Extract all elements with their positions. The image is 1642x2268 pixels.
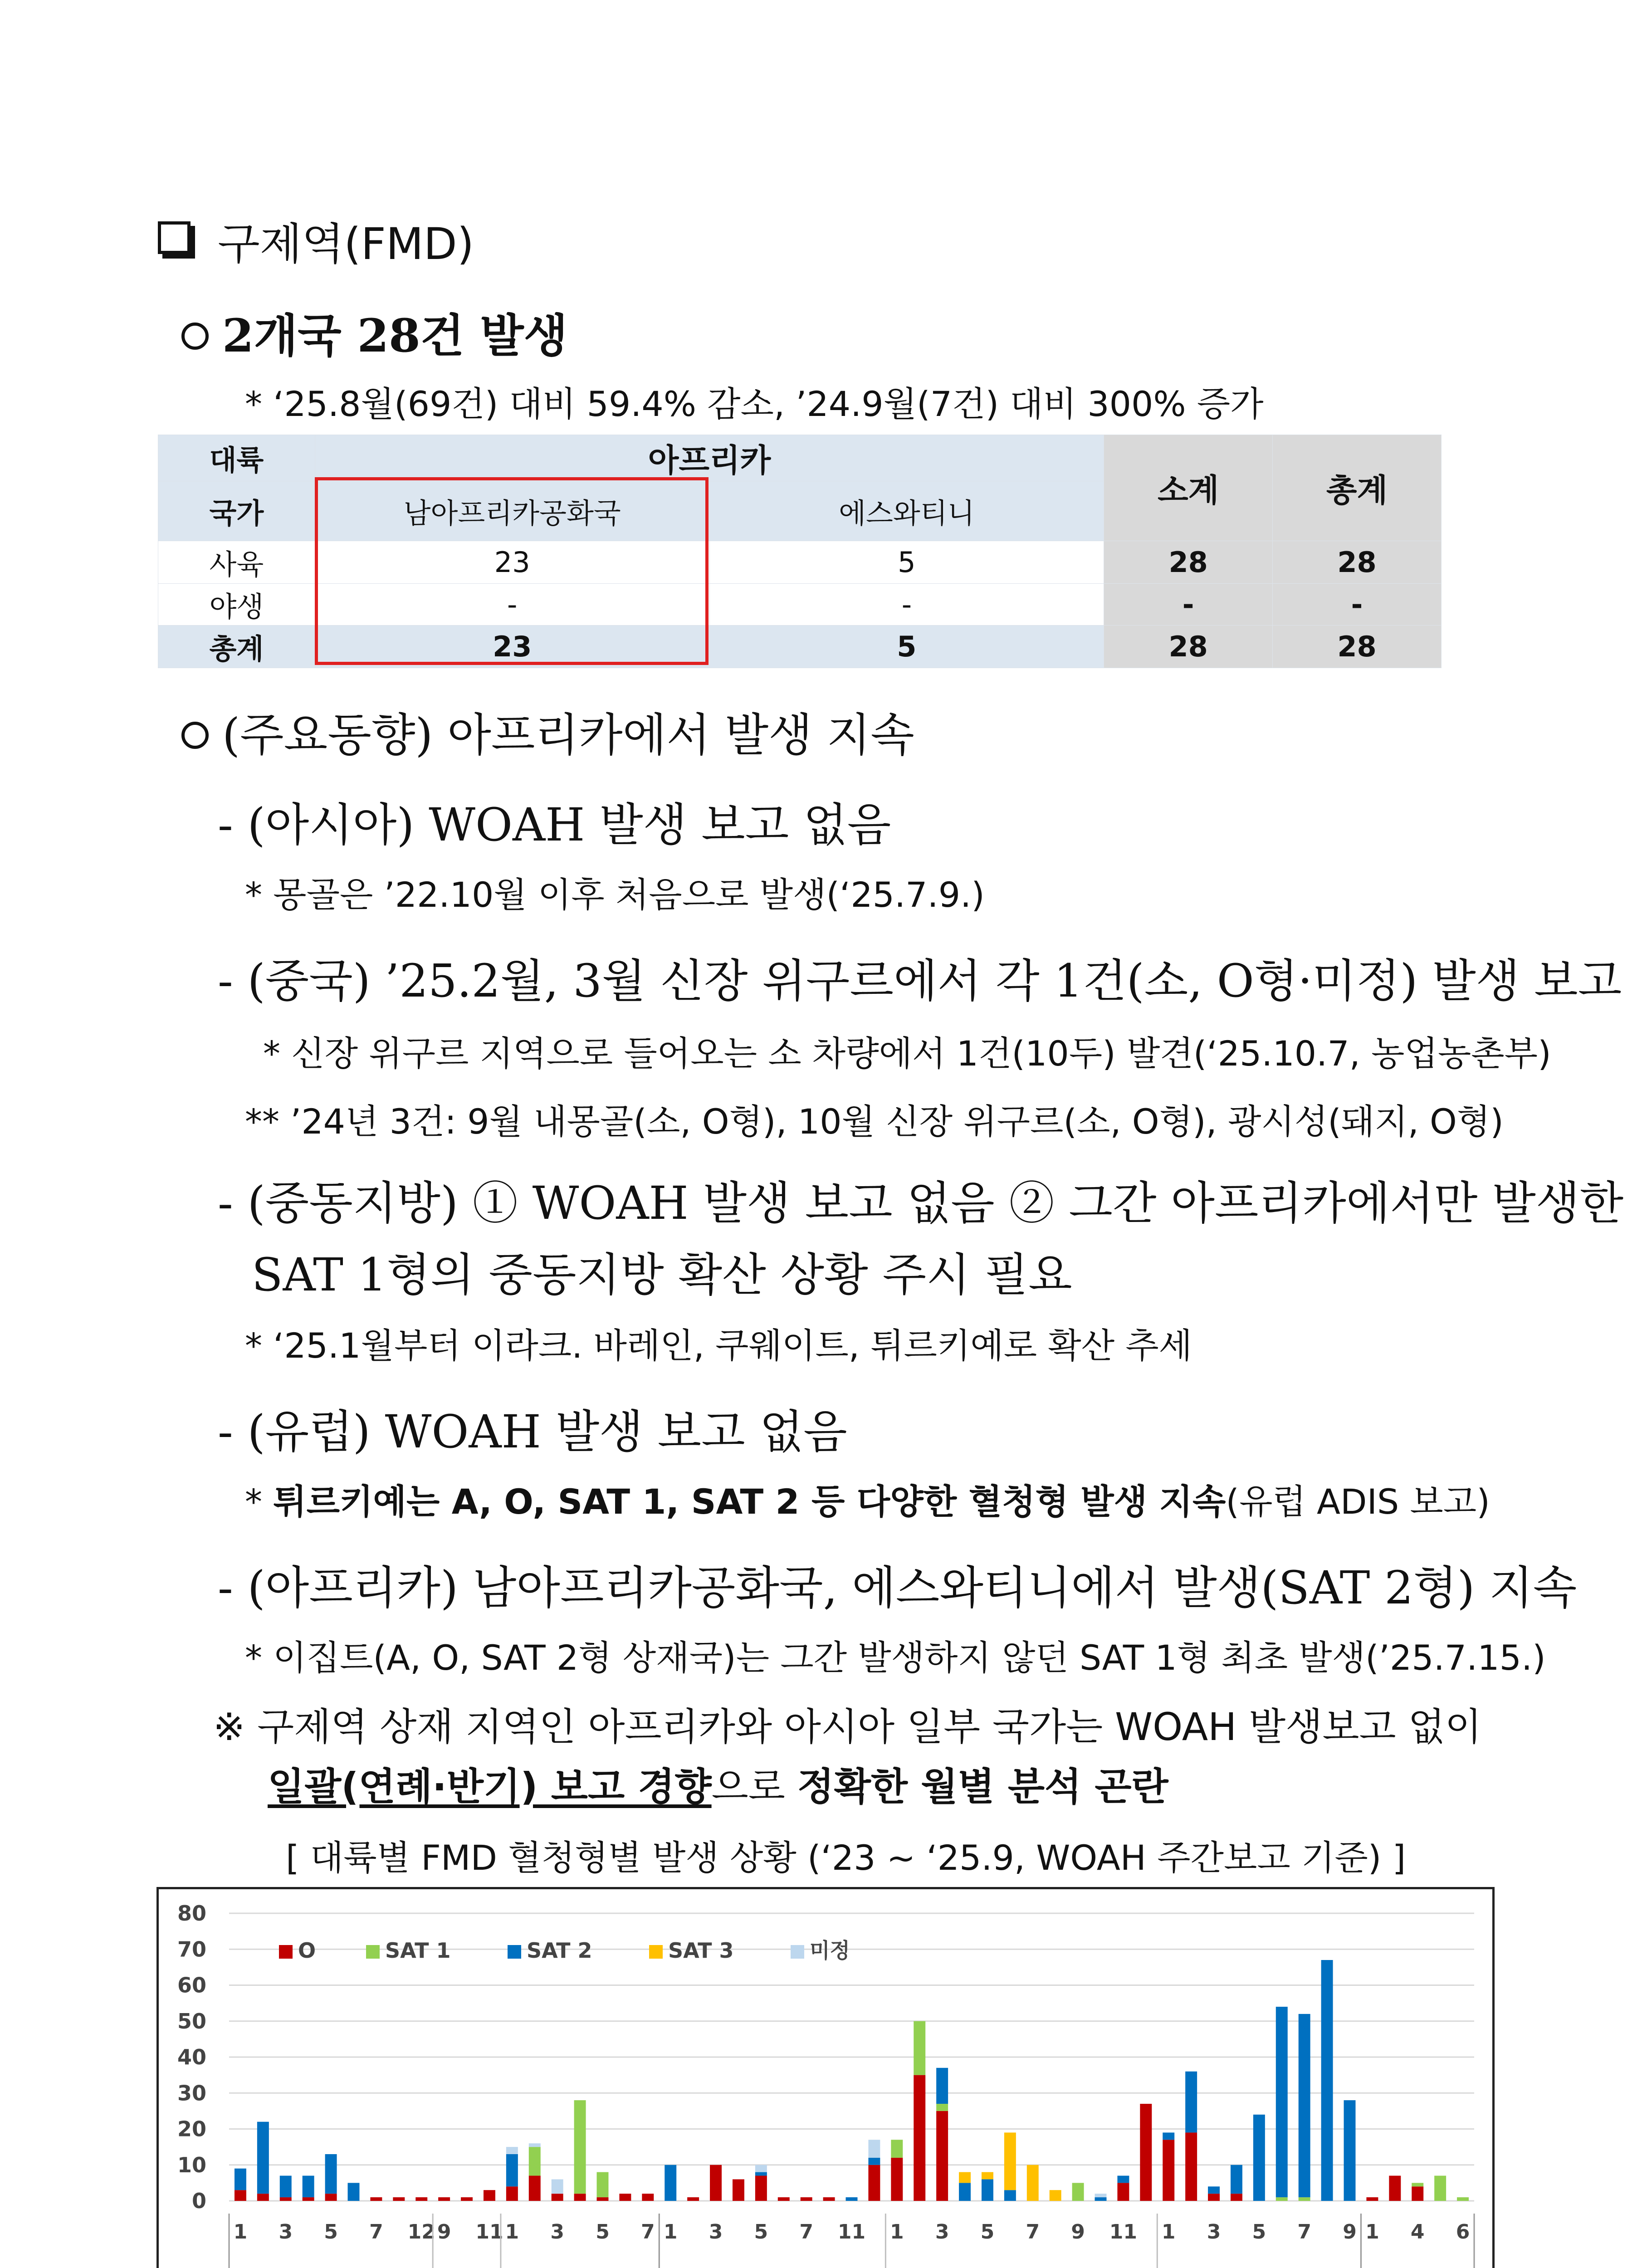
europe-item: - (유럽) WOAH 발생 보고 없음 xyxy=(218,1405,847,1458)
legend-swatch xyxy=(279,1945,293,1959)
continent-label: 대륙 xyxy=(158,435,315,481)
legend-label: SAT 1 xyxy=(385,1938,451,1963)
bar-segment xyxy=(823,2197,835,2201)
bar-segment xyxy=(1276,2197,1288,2201)
bar-segment xyxy=(1095,2197,1107,2201)
bar-segment xyxy=(1299,2197,1310,2201)
bar-segment xyxy=(733,2179,744,2201)
x-tick-label: 7 xyxy=(1026,2220,1040,2244)
bar-segment xyxy=(370,2197,382,2201)
bar-segment xyxy=(280,2197,292,2201)
y-tick-label: 10 xyxy=(177,2152,206,2177)
bar-segment xyxy=(1366,2197,1378,2201)
x-tick-label: 7 xyxy=(369,2220,383,2244)
bar-segment xyxy=(1231,2165,1242,2194)
y-tick-label: 0 xyxy=(191,2189,206,2213)
bar-segment xyxy=(438,2197,450,2201)
middle-east-item: - (중동지방) ① WOAH 발생 보고 없음 ② 그간 아프리카에서만 발생한 xyxy=(218,1177,1624,1230)
bar-segment xyxy=(868,2165,880,2201)
continent-name: 아프리카 xyxy=(315,435,1104,481)
bar-segment xyxy=(1253,2115,1265,2201)
legend-label: SAT 3 xyxy=(668,1938,734,1963)
y-tick-label: 80 xyxy=(177,1901,206,1926)
bar-segment xyxy=(484,2190,495,2201)
bar-segment xyxy=(755,2165,767,2172)
bar-segment xyxy=(801,2197,812,2201)
bar-segment xyxy=(1004,2132,1016,2190)
bar-segment xyxy=(1163,2132,1174,2140)
china-note-2: ** ’24년 3건: 9월 내몽골(소, O형), 10월 신장 위구르(소, O형), 광시성(돼지, O형) xyxy=(245,1101,1504,1142)
remark-line-1: ※ 구제역 상재 지역인 아프리카와 아시아 일부 국가는 WOAH 발생보고 없이 xyxy=(213,1705,1482,1749)
africa-item: - (아프리카) 남아프리카공화국, 에스와티니에서 발생(SAT 2형) 지속 xyxy=(218,1561,1577,1614)
x-tick-label: 11 xyxy=(837,2220,866,2244)
bar-segment xyxy=(506,2147,518,2154)
bar-segment xyxy=(1117,2183,1129,2201)
x-tick-label: 3 xyxy=(935,2220,949,2244)
bar-segment xyxy=(1072,2183,1084,2201)
section-title: 구제역(FMD) xyxy=(218,219,474,269)
x-tick-label: 3 xyxy=(550,2220,564,2244)
table-row: 야생 - - - - xyxy=(158,584,1442,626)
asia-item: - (아시아) WOAH 발생 보고 없음 xyxy=(218,798,891,851)
y-tick-label: 40 xyxy=(177,2045,206,2069)
x-tick-label: 11 xyxy=(1109,2220,1138,2244)
bar-segment xyxy=(1185,2072,1197,2133)
chart-title: [ 대륙별 FMD 혈청형별 발생 상황 (‘23 ~ ‘25.9, WOAH 주간보고 기준) ] xyxy=(286,1838,1406,1878)
table-total-row: 총계 23 5 28 28 xyxy=(158,626,1442,668)
legend-swatch xyxy=(791,1945,804,1959)
x-tick-label: 1 xyxy=(233,2220,248,2244)
remark-line-2: 일괄(연례·반기) 보고 경향으로 정확한 월별 분석 곤란 xyxy=(268,1765,1168,1809)
china-item: - (중국) ’25.2월, 3월 신장 위구르에서 각 1건(소, O형·미정) 발생 보고 xyxy=(218,954,1622,1007)
bar-segment xyxy=(1344,2100,1356,2201)
subtotal-header: 소계 xyxy=(1104,435,1273,541)
bar-segment xyxy=(891,2140,903,2158)
x-tick-label: 4 xyxy=(1410,2220,1425,2244)
bar-segment xyxy=(959,2172,971,2183)
y-tick-label: 50 xyxy=(177,2009,206,2033)
summary-headline: 2개국 28건 발생 xyxy=(181,299,567,365)
bar-segment xyxy=(891,2158,903,2201)
bar-segment xyxy=(687,2197,699,2201)
middle-east-note: * ‘25.1월부터 이라크. 바레인, 쿠웨이트, 튀르키예로 확산 추세 xyxy=(245,1325,1192,1366)
bar-segment xyxy=(574,2194,586,2201)
table-row: 사육 23 5 28 28 xyxy=(158,541,1442,584)
bar-segment xyxy=(1457,2197,1469,2201)
country-eswatini: 에스와티니 xyxy=(709,481,1104,541)
bar-segment xyxy=(982,2179,993,2201)
x-tick-label: 9 xyxy=(1071,2220,1085,2244)
bar-segment xyxy=(303,2197,314,2201)
bar-segment xyxy=(982,2172,993,2180)
bar-segment xyxy=(1140,2104,1152,2201)
bar-segment xyxy=(642,2194,654,2201)
bar-segment xyxy=(325,2194,337,2201)
trends-headline: (주요동향) 아프리카에서 발생 지속 xyxy=(181,699,914,764)
bar-segment xyxy=(415,2197,427,2201)
y-tick-label: 70 xyxy=(177,1937,206,1962)
bar-segment xyxy=(325,2154,337,2194)
bar-segment xyxy=(574,2100,586,2194)
country-south-africa: 남아프리카공화국 xyxy=(315,481,709,541)
bar-segment xyxy=(257,2122,269,2194)
bar-segment xyxy=(461,2197,473,2201)
x-tick-label: 3 xyxy=(279,2220,293,2244)
x-tick-label: 5 xyxy=(324,2220,338,2244)
x-tick-label: 5 xyxy=(1252,2220,1266,2244)
x-tick-label: 1 xyxy=(663,2220,678,2244)
asia-note: * 몽골은 ’22.10월 이후 처음으로 발생(‘25.7.9.) xyxy=(245,875,985,915)
bar-segment xyxy=(1208,2194,1220,2201)
bar-segment xyxy=(619,2194,631,2201)
country-label: 국가 xyxy=(158,481,315,541)
bar-segment xyxy=(529,2143,541,2147)
bar-segment xyxy=(778,2197,790,2201)
bar-segment xyxy=(348,2183,360,2201)
bar-segment xyxy=(529,2147,541,2175)
bar-segment xyxy=(1117,2176,1129,2183)
total-header: 총계 xyxy=(1273,435,1442,541)
bar-segment xyxy=(1412,2183,1423,2186)
bar-segment xyxy=(1163,2140,1174,2201)
bar-segment xyxy=(868,2140,880,2158)
x-tick-label: 5 xyxy=(980,2220,995,2244)
bar-segment xyxy=(914,2075,925,2201)
x-tick-label: 7 xyxy=(799,2220,813,2244)
china-note-1: * 신장 위구르 지역으로 들어오는 소 차량에서 1건(10두) 발견(‘25.10.7, 농업농촌부) xyxy=(263,1033,1551,1074)
bar-segment xyxy=(235,2190,246,2201)
bar-segment xyxy=(1231,2194,1242,2201)
bar-segment xyxy=(506,2186,518,2201)
x-tick-label: 12 xyxy=(407,2220,435,2244)
bar-segment xyxy=(1027,2165,1039,2201)
x-tick-label: 11 xyxy=(475,2220,503,2244)
x-tick-label: 9 xyxy=(437,2220,451,2244)
legend-label: O xyxy=(298,1938,316,1963)
bar-segment xyxy=(755,2176,767,2201)
x-tick-label: 1 xyxy=(505,2220,519,2244)
legend-label: 미정 xyxy=(810,1938,850,1963)
bar-segment xyxy=(868,2158,880,2165)
bar-segment xyxy=(914,2021,925,2075)
bar-segment xyxy=(552,2194,563,2201)
bar-segment xyxy=(529,2176,541,2201)
africa-note: * 이집트(A, O, SAT 2형 상재국)는 그간 발생하지 않던 SAT 1형 최초 발생(’25.7.15.) xyxy=(245,1637,1546,1678)
bar-segment xyxy=(1434,2176,1446,2201)
bar-segment xyxy=(1389,2176,1401,2201)
bar-segment xyxy=(303,2176,314,2198)
y-tick-label: 20 xyxy=(177,2116,206,2141)
x-tick-label: 3 xyxy=(1207,2220,1221,2244)
bar-segment xyxy=(257,2194,269,2201)
x-tick-label: 7 xyxy=(641,2220,655,2244)
bar-segment xyxy=(597,2172,609,2197)
x-tick-label: 1 xyxy=(890,2220,904,2244)
bar-segment xyxy=(755,2172,767,2176)
x-tick-label: 5 xyxy=(754,2220,768,2244)
bar-segment xyxy=(597,2197,609,2201)
x-tick-label: 6 xyxy=(1456,2220,1470,2244)
bar-segment xyxy=(1185,2132,1197,2201)
bar-segment xyxy=(936,2104,948,2111)
bar-segment xyxy=(280,2176,292,2198)
bar-segment xyxy=(1004,2190,1016,2201)
legend-swatch xyxy=(508,1945,521,1959)
bar-segment xyxy=(506,2154,518,2186)
bar-segment xyxy=(1208,2186,1220,2194)
bar-segment xyxy=(959,2183,971,2201)
bar-segment xyxy=(393,2197,405,2201)
x-tick-label: 9 xyxy=(1343,2220,1357,2244)
summary-note: * ‘25.8월(69건) 대비 59.4% 감소, ’24.9월(7건) 대비 300% 증가 xyxy=(245,384,1264,424)
bar-segment xyxy=(1050,2190,1061,2201)
x-tick-label: 1 xyxy=(1365,2220,1379,2244)
bar-segment xyxy=(1412,2186,1423,2201)
x-tick-label: 3 xyxy=(709,2220,723,2244)
bar-segment xyxy=(665,2165,676,2201)
bar-segment xyxy=(1095,2194,1107,2197)
legend-swatch xyxy=(649,1945,663,1959)
x-tick-label: 1 xyxy=(1161,2220,1176,2244)
legend-swatch xyxy=(366,1945,380,1959)
x-tick-label: 7 xyxy=(1297,2220,1311,2244)
bar-segment xyxy=(1276,2007,1288,2197)
y-tick-label: 30 xyxy=(177,2081,206,2106)
europe-note: * 튀르키예는 A, O, SAT 1, SAT 2 등 다양한 혈청형 발생 지속(유럽 ADIS 보고) xyxy=(245,1481,1490,1522)
x-tick-label: 5 xyxy=(596,2220,610,2244)
bar-segment xyxy=(710,2165,722,2201)
bar-segment xyxy=(235,2169,246,2190)
bar-segment xyxy=(1299,2014,1310,2197)
middle-east-item-cont: SAT 1형의 중동지방 확산 상황 주시 필요 xyxy=(252,1248,1072,1301)
bar-segment xyxy=(552,2179,563,2194)
bar-segment xyxy=(936,2068,948,2104)
bar-segment xyxy=(846,2197,858,2201)
bar-segment xyxy=(1321,1960,1333,2201)
y-tick-label: 60 xyxy=(177,1973,206,1998)
bar-segment xyxy=(936,2111,948,2201)
legend-label: SAT 2 xyxy=(527,1938,592,1963)
